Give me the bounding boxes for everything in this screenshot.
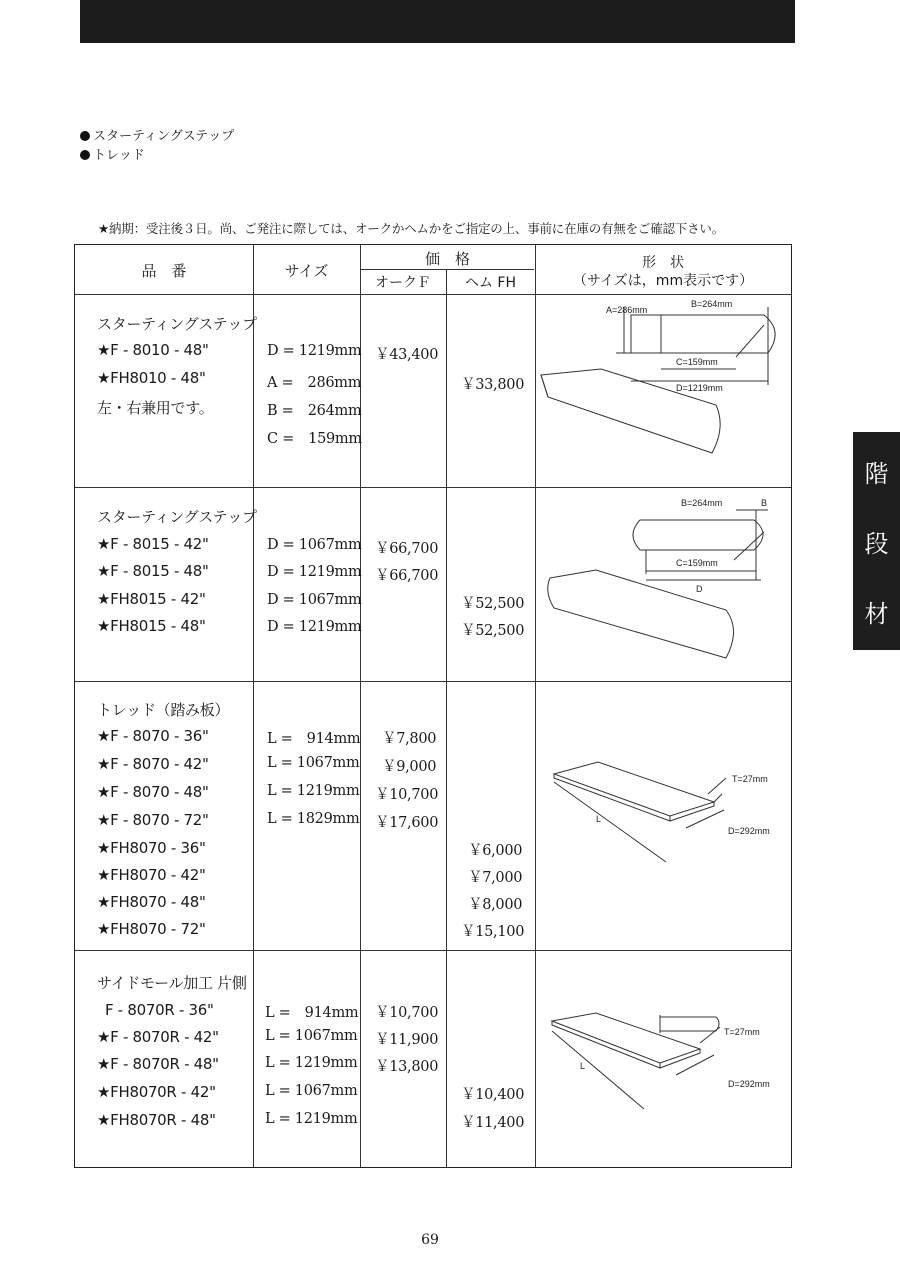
header-subdivider	[360, 269, 534, 270]
price-oak: ￥43,400	[375, 347, 439, 363]
heading-starting-step: スターティングステップ	[80, 127, 234, 146]
price-hem: ￥6,000	[468, 843, 523, 859]
size-value: D = 1067mm	[267, 537, 362, 553]
product-code: ★F - 8070 - 36"	[97, 727, 209, 745]
bullet-icon	[80, 150, 90, 160]
price-oak: ￥66,700	[375, 541, 439, 557]
product-code: ★FH8070 - 72"	[97, 920, 206, 938]
figure-label-t: T=27mm	[732, 774, 768, 784]
size-value: D = 1219mm	[267, 343, 362, 359]
price-table	[74, 244, 792, 1168]
product-code: ★FH8070R - 48"	[97, 1111, 216, 1129]
size-value: D = 1219mm	[267, 564, 362, 580]
column-divider	[253, 245, 254, 1167]
header-shape: 形 状	[642, 255, 684, 271]
price-hem: ￥7,000	[468, 870, 523, 886]
price-hem: ￥10,400	[461, 1087, 525, 1103]
header-bar	[80, 0, 795, 43]
header-shape-note: （サイズは，mm表示です）	[572, 273, 754, 289]
size-value: L = 1067mm	[267, 755, 360, 771]
size-value: L = 1219mm	[265, 1055, 358, 1071]
price-oak: ￥66,700	[375, 568, 439, 584]
section-label: サイドモール加工 片側	[97, 974, 247, 992]
price-hem: ￥33,800	[461, 377, 525, 393]
header-product: 品 番	[141, 262, 187, 280]
side-index-tab	[853, 432, 900, 650]
size-value: A = 286mm	[267, 375, 362, 391]
figure-label-b-short: B	[761, 498, 768, 508]
price-hem: ￥52,500	[461, 623, 525, 639]
figure-label-d: D	[696, 584, 703, 594]
product-code: ★F - 8070R - 42"	[97, 1028, 219, 1046]
figure-label-b: B=264mm	[691, 299, 733, 309]
figure-label-l: L	[580, 1061, 586, 1071]
product-code: ★F - 8010 - 48"	[97, 341, 209, 359]
figure-label-c: C=159mm	[676, 558, 718, 568]
product-code: ★FH8015 - 48"	[97, 617, 206, 635]
page-number: 69	[421, 1232, 439, 1248]
figure-label-d: D=1219mm	[676, 383, 723, 393]
size-value: C = 159mm	[267, 431, 362, 447]
product-code: ★F - 8070 - 42"	[97, 755, 209, 773]
starting-step-diagram-1	[536, 295, 786, 485]
size-value: L = 1829mm	[267, 811, 360, 827]
product-code: ★F - 8070 - 72"	[97, 811, 209, 829]
size-value: B = 264mm	[267, 403, 362, 419]
product-code: ★FH8010 - 48"	[97, 369, 206, 387]
figure-label-a: A=286mm	[606, 305, 648, 315]
product-code: ★FH8070 - 48"	[97, 893, 206, 911]
header-hem: ヘム FH	[464, 275, 517, 291]
section-label: スターティングステップ	[97, 315, 257, 333]
column-divider	[446, 269, 447, 1167]
header-size: サイズ	[284, 262, 329, 280]
section-headings	[80, 127, 234, 165]
header-oak: オークＦ	[375, 275, 431, 291]
figure-label-b: B=264mm	[681, 498, 723, 508]
product-code: ★F - 8070 - 48"	[97, 783, 209, 801]
heading-tread: トレッド	[80, 146, 234, 165]
price-hem: ￥8,000	[468, 897, 523, 913]
product-code: ★FH8070R - 42"	[97, 1083, 216, 1101]
price-hem: ￥15,100	[461, 924, 525, 940]
side-mold-diagram	[536, 951, 786, 1166]
side-tab-char: 材	[864, 599, 889, 628]
product-code: ★F - 8070R - 48"	[97, 1055, 219, 1073]
tread-diagram	[536, 682, 786, 948]
price-oak: ￥17,600	[375, 815, 439, 831]
figure-label-d: D=292mm	[728, 826, 770, 836]
size-value: L = 1219mm	[267, 783, 360, 799]
price-oak: ￥10,700	[375, 1005, 439, 1021]
price-oak: ￥11,900	[375, 1032, 439, 1048]
figure-label-d: D=292mm	[728, 1079, 770, 1089]
product-code: F - 8070R - 36"	[105, 1001, 214, 1019]
size-value: L = 914mm	[265, 1005, 359, 1021]
size-value: L = 1219mm	[265, 1111, 358, 1127]
section-label: トレッド（踏み板）	[97, 701, 230, 719]
product-code: ★F - 8015 - 42"	[97, 535, 209, 553]
product-note: 左・右兼用です。	[97, 399, 214, 417]
price-oak: ￥10,700	[375, 787, 439, 803]
header-price: 価 格	[424, 250, 470, 268]
starting-step-diagram-2	[536, 488, 786, 678]
size-value: D = 1067mm	[267, 592, 362, 608]
price-oak: ￥9,000	[382, 759, 437, 775]
product-code: ★FH8070 - 36"	[97, 839, 206, 857]
delivery-notice: ★納期：受注後３日。尚、ご発注に際しては、オークかヘムかをご指定の上、事前に在庫の有無をご確認下さい。	[98, 221, 725, 236]
bullet-icon	[80, 131, 90, 141]
figure-label-c: C=159mm	[676, 357, 718, 367]
product-code: ★FH8070 - 42"	[97, 866, 206, 884]
side-tab-char: 段	[864, 529, 889, 558]
product-code: ★FH8015 - 42"	[97, 590, 206, 608]
figure-label-t: T=27mm	[724, 1027, 760, 1037]
price-oak: ￥13,800	[375, 1059, 439, 1075]
product-code: ★F - 8015 - 48"	[97, 562, 209, 580]
figure-label-l: L	[596, 814, 602, 824]
price-hem: ￥52,500	[461, 596, 525, 612]
size-value: L = 914mm	[267, 731, 361, 747]
size-value: D = 1219mm	[267, 619, 362, 635]
section-label: スターティングステップ	[97, 508, 257, 526]
size-value: L = 1067mm	[265, 1083, 358, 1099]
size-value: L = 1067mm	[265, 1028, 358, 1044]
price-hem: ￥11,400	[461, 1115, 525, 1131]
price-oak: ￥7,800	[382, 731, 437, 747]
side-tab-char: 階	[864, 459, 889, 488]
